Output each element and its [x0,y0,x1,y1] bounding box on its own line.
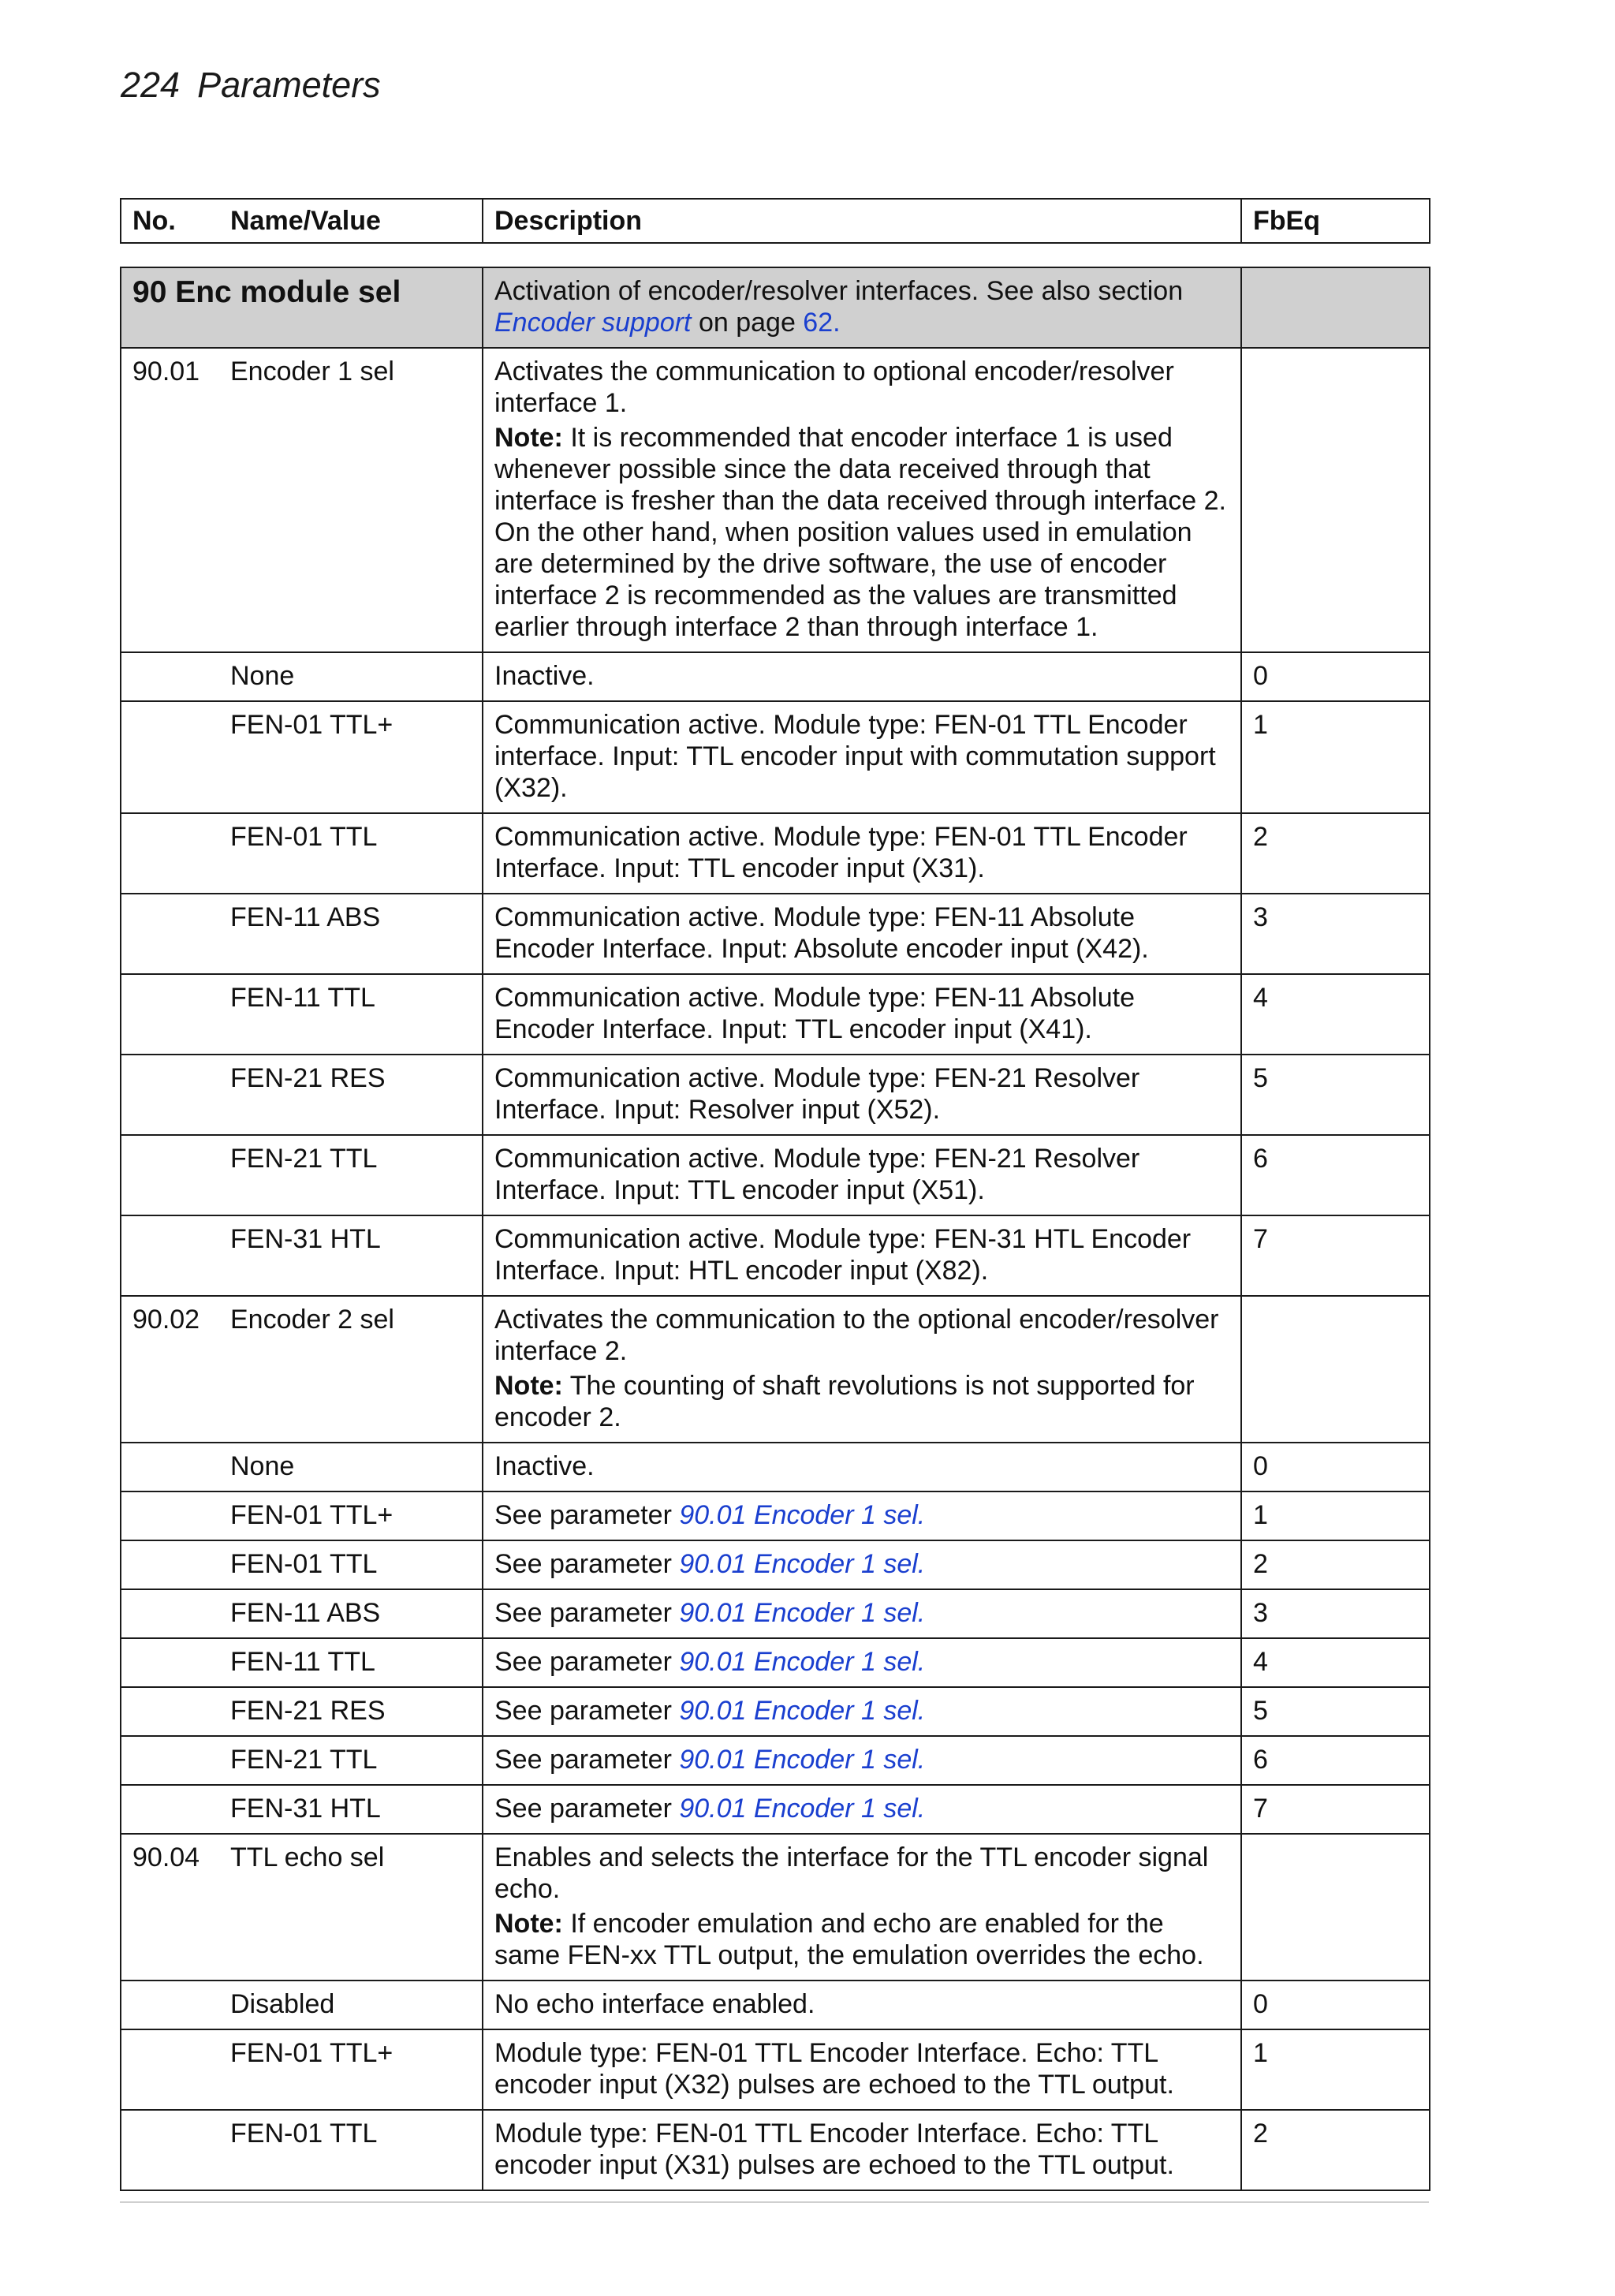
value-name: FEN-31 HTL [219,1785,483,1834]
param-number: 90.01 [121,348,219,652]
group-row [121,267,1430,348]
link-suffix: . [917,1794,926,1824]
value-desc-text: Communication active. Module type: FEN-11 Absolute Encoder Interface. Input: Absolute encoder input (X42). [494,902,1149,964]
value-no-cell [121,1135,219,1215]
value-desc-text: Communication active. Module type: FEN-21 Resolver Interface. Input: Resolver input (X52). [494,1063,1140,1125]
group-title-cell [121,267,483,348]
value-name: FEN-01 TTL+ [219,2029,483,2110]
value-row [121,652,1430,701]
link-suffix: . [917,1696,926,1726]
see-parameter-text: See parameter [494,1696,680,1726]
page-header [121,65,381,106]
value-desc-text: No echo interface enabled. [494,1989,815,2019]
value-fbeq: 1 [1241,1491,1430,1540]
value-row [121,1785,1430,1834]
value-description [483,1443,1241,1491]
value-name: FEN-21 TTL [219,1135,483,1215]
value-fbeq: 5 [1241,1687,1430,1736]
value-desc-text: Communication active. Module type: FEN-31 HTL Encoder Interface. Input: HTL encoder input (X82). [494,1224,1192,1286]
value-name: FEN-21 TTL [219,1736,483,1785]
param-note [494,1370,1229,1433]
group-desc-middle: on page [691,308,804,338]
value-no-cell [121,2029,219,2110]
col-header-description: Description [483,199,1241,243]
value-fbeq: 4 [1241,974,1430,1055]
value-row [121,1736,1430,1785]
group-desc-text: Activation of encoder/resolver interfaces. See also section [494,276,1184,306]
col-header-no: No. [121,199,219,243]
value-description [483,652,1241,701]
param-number: 90.02 [121,1296,219,1443]
value-row [121,1055,1430,1135]
param-note [494,1908,1229,1971]
value-name: FEN-01 TTL [219,1540,483,1589]
value-row [121,1491,1430,1540]
value-fbeq: 2 [1241,2110,1430,2190]
link-suffix: . [917,1647,926,1677]
value-no-cell [121,1638,219,1687]
value-fbeq: 4 [1241,1638,1430,1687]
param-fbeq [1241,348,1430,652]
param-note [494,422,1229,643]
group-fbeq-cell [1241,267,1430,348]
link-suffix: . [917,1745,926,1775]
value-row [121,1638,1430,1687]
parameter-row [121,348,1430,652]
see-parameter-text: See parameter [494,1647,680,1677]
value-description [483,1981,1241,2029]
value-fbeq: 1 [1241,2029,1430,2110]
parameter-link[interactable]: 90.01 Encoder 1 sel [679,1598,918,1628]
encoder-support-link[interactable]: Encoder support [494,308,692,338]
value-no-cell [121,1687,219,1736]
value-description [483,1785,1241,1834]
value-description [483,2029,1241,2110]
section-title: Parameters [197,65,381,105]
value-row [121,2110,1430,2190]
value-fbeq: 3 [1241,1589,1430,1638]
parameter-link[interactable]: 90.01 Encoder 1 sel [679,1745,918,1775]
value-name: FEN-01 TTL+ [219,1491,483,1540]
value-no-cell [121,1055,219,1135]
note-text: The counting of shaft revolutions is not supported for encoder 2. [494,1371,1195,1432]
note-label: Note: [494,1909,563,1939]
value-fbeq: 3 [1241,894,1430,974]
see-parameter-text: See parameter [494,1598,680,1628]
value-name: FEN-11 ABS [219,894,483,974]
value-desc-text: Inactive. [494,661,595,691]
value-row [121,2029,1430,2110]
value-name: FEN-01 TTL+ [219,701,483,813]
value-no-cell [121,1785,219,1834]
note-label: Note: [494,1371,563,1401]
value-description [483,1055,1241,1135]
parameter-row [121,1296,1430,1443]
parameter-table [120,267,1430,2191]
param-number: 90.04 [121,1834,219,1981]
value-name: FEN-01 TTL [219,2110,483,2190]
see-parameter-text: See parameter [494,1794,680,1824]
value-description [483,813,1241,894]
value-fbeq: 6 [1241,1736,1430,1785]
value-desc-text: Communication active. Module type: FEN-01 TTL Encoder interface. Input: TTL encoder input with commutation support (X32). [494,710,1216,803]
param-fbeq [1241,1296,1430,1443]
value-no-cell [121,1491,219,1540]
value-no-cell [121,974,219,1055]
note-text: If encoder emulation and echo are enabled for the same FEN-xx TTL output, the emulation overrides the echo. [494,1909,1204,1970]
value-no-cell [121,1736,219,1785]
see-parameter-text: See parameter [494,1745,680,1775]
param-name: TTL echo sel [219,1834,483,1981]
value-description [483,1736,1241,1785]
value-fbeq: 5 [1241,1055,1430,1135]
parameter-link[interactable]: 90.01 Encoder 1 sel [679,1500,918,1530]
value-name: Disabled [219,1981,483,2029]
parameter-link[interactable]: 90.01 Encoder 1 sel [679,1696,918,1726]
param-description [483,1296,1241,1443]
value-description [483,1638,1241,1687]
value-no-cell [121,1981,219,2029]
value-desc-text: Communication active. Module type: FEN-01 TTL Encoder Interface. Input: TTL encoder input (X31). [494,822,1188,883]
param-name: Encoder 1 sel [219,348,483,652]
footer-divider [120,2201,1429,2203]
value-row [121,701,1430,813]
value-no-cell [121,894,219,974]
value-fbeq: 0 [1241,1443,1430,1491]
value-name: FEN-21 RES [219,1055,483,1135]
value-name: FEN-11 ABS [219,1589,483,1638]
param-desc-text: Activates the communication to the optional encoder/resolver interface 2. [494,1305,1219,1366]
value-no-cell [121,1215,219,1296]
value-desc-text: Communication active. Module type: FEN-11 Absolute Encoder Interface. Input: TTL encoder input (X41). [494,983,1135,1044]
value-row [121,1135,1430,1215]
value-fbeq: 1 [1241,701,1430,813]
value-fbeq: 7 [1241,1215,1430,1296]
value-name: FEN-11 TTL [219,1638,483,1687]
value-no-cell [121,1443,219,1491]
see-parameter-text: See parameter [494,1549,680,1579]
group-title: 90 Enc module sel [132,275,401,309]
value-fbeq: 7 [1241,1785,1430,1834]
value-row [121,1215,1430,1296]
page-ref-link[interactable]: 62 [803,308,834,338]
value-row [121,813,1430,894]
value-name: FEN-01 TTL [219,813,483,894]
column-header-table [120,198,1430,244]
param-name: Encoder 2 sel [219,1296,483,1443]
value-desc-text: Communication active. Module type: FEN-21 Resolver Interface. Input: TTL encoder input (X51). [494,1144,1140,1205]
see-parameter-text: See parameter [494,1500,680,1530]
value-no-cell [121,1540,219,1589]
value-fbeq: 0 [1241,1981,1430,2029]
value-desc-text: Inactive. [494,1451,595,1481]
value-no-cell [121,813,219,894]
value-description [483,1491,1241,1540]
value-name: FEN-21 RES [219,1687,483,1736]
note-text: It is recommended that encoder interface 1 is used whenever possible since the data received through that interface is fresher than the data received through interface 2. On the other hand, when position values used in emulation are determined by the drive software, the use of encoder interface 2 is recommended as the values are transmitted earlier through interface 2 than through interface 1. [494,423,1226,642]
value-fbeq: 2 [1241,813,1430,894]
value-no-cell [121,701,219,813]
value-row [121,974,1430,1055]
value-description [483,2110,1241,2190]
parameter-link[interactable]: 90.01 Encoder 1 sel [679,1794,918,1824]
parameter-link[interactable]: 90.01 Encoder 1 sel [679,1549,918,1579]
value-no-cell [121,652,219,701]
value-row [121,1443,1430,1491]
link-suffix: . [917,1500,926,1530]
param-description [483,1834,1241,1981]
value-row [121,894,1430,974]
value-desc-text: Module type: FEN-01 TTL Encoder Interface. Echo: TTL encoder input (X31) pulses are echoed to the TTL output. [494,2119,1174,2180]
value-description [483,1589,1241,1638]
value-name: FEN-11 TTL [219,974,483,1055]
value-no-cell [121,1589,219,1638]
value-desc-text: Module type: FEN-01 TTL Encoder Interface. Echo: TTL encoder input (X32) pulses are echoed to the TTL output. [494,2038,1174,2100]
group-desc-end: . [833,308,841,338]
param-description [483,348,1241,652]
value-row [121,1687,1430,1736]
col-header-fbeq: FbEq [1241,199,1430,243]
value-description [483,1135,1241,1215]
param-desc-text: Activates the communication to optional encoder/resolver interface 1. [494,357,1174,418]
value-row [121,1981,1430,2029]
page-number: 224 [121,65,181,105]
value-description [483,1687,1241,1736]
value-description [483,894,1241,974]
value-row [121,1589,1430,1638]
param-fbeq [1241,1834,1430,1981]
value-no-cell [121,2110,219,2190]
value-description [483,1215,1241,1296]
value-name: None [219,1443,483,1491]
note-label: Note: [494,423,563,453]
param-desc-text: Enables and selects the interface for the TTL encoder signal echo. [494,1842,1209,1904]
value-description [483,974,1241,1055]
value-name: None [219,652,483,701]
group-description-cell [483,267,1241,348]
link-suffix: . [917,1598,926,1628]
value-fbeq: 6 [1241,1135,1430,1215]
parameter-link[interactable]: 90.01 Encoder 1 sel [679,1647,918,1677]
col-header-name: Name/Value [219,199,483,243]
value-fbeq: 0 [1241,652,1430,701]
value-name: FEN-31 HTL [219,1215,483,1296]
column-header-row [121,199,1430,243]
parameter-row [121,1834,1430,1981]
value-fbeq: 2 [1241,1540,1430,1589]
link-suffix: . [917,1549,926,1579]
value-row [121,1540,1430,1589]
value-description [483,701,1241,813]
value-description [483,1540,1241,1589]
